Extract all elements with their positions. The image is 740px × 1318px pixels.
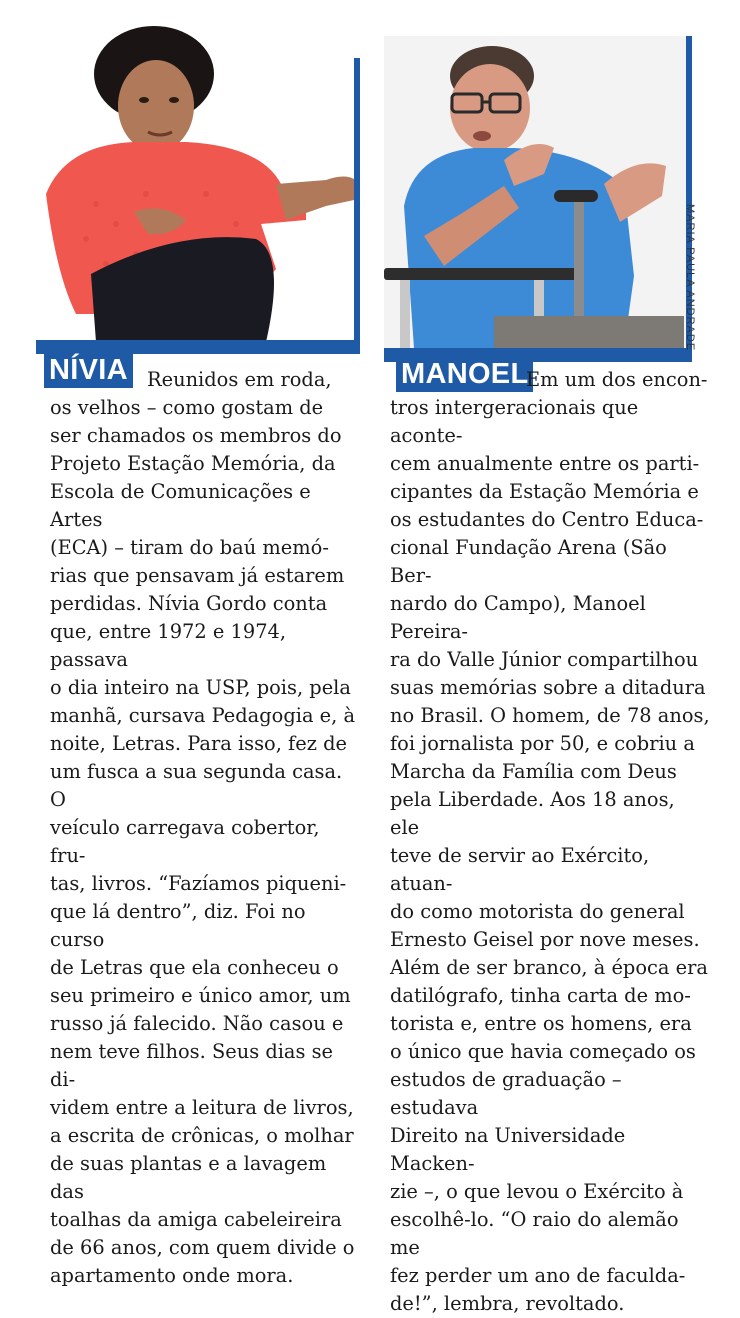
story-line: apartamento onde mora. — [50, 1264, 294, 1287]
story-line: de Letras que ela conheceu o — [50, 956, 339, 979]
photo-credit: MARIA PAULA ANDRADE — [684, 204, 696, 352]
story-line: cem anualmente entre os parti- — [390, 452, 700, 475]
story-line: o dia inteiro na USP, pois, pela — [50, 676, 351, 699]
story-line: Reunidos em roda, — [147, 368, 332, 391]
manoel-name-tag: MANOEL — [396, 356, 533, 392]
story-line: suas memórias sobre a ditadura — [390, 676, 706, 699]
story-line: de 66 anos, com quem divide o — [50, 1236, 355, 1259]
story-line: tros intergeracionais que aconte- — [390, 396, 639, 447]
story-line: Projeto Estação Memória, da — [50, 452, 336, 475]
story-line: nardo do Campo), Manoel Pereira- — [390, 592, 646, 643]
manoel-illustration — [384, 36, 686, 348]
story-line: torista e, entre os homens, era — [390, 1012, 692, 1035]
story-line: Em um dos encon- — [526, 368, 708, 391]
story-line: a escrita de crônicas, o molhar — [50, 1124, 354, 1147]
story-line: um fusca a sua segunda casa. O — [50, 760, 343, 811]
nivia-name-tag: NÍVIA — [44, 352, 133, 388]
story-line: videm entre a leitura de livros, — [50, 1096, 354, 1119]
story-line: seu primeiro e único amor, um — [50, 984, 351, 1007]
story-line: veículo carregava cobertor, fru- — [50, 816, 320, 867]
story-line: toalhas da amiga cabeleireira — [50, 1208, 342, 1231]
story-line: manhã, cursava Pedagogia e, à — [50, 704, 356, 727]
story-line: os velhos – como gostam de — [50, 396, 324, 419]
story-line: Direito na Universidade Macken- — [390, 1124, 626, 1175]
story-line: russo já falecido. Não casou e — [50, 1012, 344, 1035]
nivia-illustration — [36, 24, 354, 342]
manoel-photo — [384, 36, 686, 348]
story-line: rias que pensavam já estarem — [50, 564, 345, 587]
story-line: cional Fundação Arena (São Ber- — [390, 536, 667, 587]
story-line: que, entre 1972 e 1974, passava — [50, 620, 287, 671]
story-line: noite, Letras. Para isso, fez de — [50, 732, 347, 755]
story-line: o único que havia começado os — [390, 1040, 696, 1063]
story-line: perdidas. Nívia Gordo conta — [50, 592, 328, 615]
story-line: ser chamados os membros do — [50, 424, 342, 447]
story-line: foi jornalista por 50, e cobriu a — [390, 732, 695, 755]
story-line: fez perder um ano de faculda- — [390, 1264, 686, 1287]
story-line: os estudantes do Centro Educa- — [390, 508, 704, 531]
nivia-photo-rule-vertical — [354, 58, 360, 354]
story-line: teve de servir ao Exército, atuan- — [390, 844, 650, 895]
story-line: do como motorista do general — [390, 900, 685, 923]
story-line: zie –, o que levou o Exército à — [390, 1180, 684, 1203]
story-line: (ECA) – tiram do baú memó- — [50, 536, 329, 559]
story-line: escolhê-lo. “O raio do alemão me — [390, 1208, 679, 1259]
story-line: Escola de Comunicações e Artes — [50, 480, 311, 531]
story-line: de suas plantas e a lavagem das — [50, 1152, 327, 1203]
story-line: de!”, lembra, revoltado. — [390, 1292, 625, 1315]
story-line: tas, livros. “Fazíamos piqueni- — [50, 872, 347, 895]
story-line: estudos de graduação – estudava — [390, 1068, 622, 1119]
manoel-story — [390, 366, 710, 1318]
story-line: nem teve filhos. Seus dias se di- — [50, 1040, 334, 1091]
story-line: Marcha da Família com Deus — [390, 760, 677, 783]
story-line: datilógrafo, tinha carta de mo- — [390, 984, 691, 1007]
nivia-story — [50, 366, 360, 1290]
story-line: no Brasil. O homem, de 78 anos, — [390, 704, 710, 727]
story-line: cipantes da Estação Memória e — [390, 480, 699, 503]
story-line: pela Liberdade. Aos 18 anos, ele — [390, 788, 675, 839]
nivia-photo — [36, 24, 354, 342]
story-line: Além de ser branco, à época era — [390, 956, 708, 979]
story-line: que lá dentro”, diz. Foi no curso — [50, 900, 306, 951]
story-line: ra do Valle Júnior compartilhou — [390, 648, 699, 671]
story-line: Ernesto Geisel por nove meses. — [390, 928, 700, 951]
